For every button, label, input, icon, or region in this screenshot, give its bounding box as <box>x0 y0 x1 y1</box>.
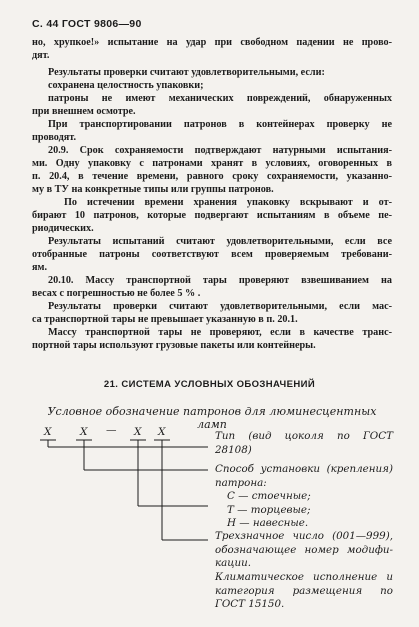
legend-climate-line: Климатическое исполнение и <box>215 571 393 583</box>
text-line: патроны не имеют механических повреждений, обнаруженных <box>48 93 392 104</box>
code-position-4: X <box>158 426 166 438</box>
code-dash: — <box>106 424 117 436</box>
legend-mount-option: С — стоечные; <box>227 490 311 502</box>
text-line: портной тары используют грузовые пакеты или контейнеры. <box>32 340 316 351</box>
legend-mount-option: Н — навесные. <box>227 517 309 529</box>
text-line: п. 20.4, в течение времени, равного сроку сохраняемости, указанно- <box>32 171 392 182</box>
code-position-1: X <box>44 426 52 438</box>
text-line: но, хрупкое!» испытание на удар при свободном падении не прово- <box>32 37 392 48</box>
legend-climate-line: ГОСТ 15150. <box>215 598 285 610</box>
text-line: при внешнем осмотре. <box>32 106 136 117</box>
text-line: Результаты проверки считают удовлетворительными, если: <box>48 67 325 78</box>
text-line: ям. <box>32 262 47 273</box>
legend-type <box>215 430 393 457</box>
text-line: Результаты проверки считают удовлетворительными, если мас- <box>48 301 392 312</box>
legend-mount-line: патрона: <box>215 476 267 489</box>
legend-mount-option: Т — торцевые; <box>227 503 311 516</box>
code-position-3: X <box>134 426 142 438</box>
text-line: дят. <box>32 50 50 61</box>
text-line: му в ТУ на конкретные типы или группы патронов. <box>32 184 274 195</box>
text-line: бирают 10 патронов, которые подвергают испытаниям в объеме пе- <box>32 210 392 221</box>
text-line: проводят. <box>32 132 77 143</box>
legend-number-line: кации. <box>215 557 252 569</box>
legend-number <box>215 530 393 571</box>
legend-climate <box>215 571 393 612</box>
section-title: 21. СИСТЕМА УСЛОВНЫХ ОБОЗНАЧЕНИЙ <box>103 379 316 390</box>
text-line: отобранные патроны соответствуют всем проверяемым требовани- <box>32 249 392 260</box>
text-line: сохранена целостность упаковки; <box>48 80 204 91</box>
text-line: Массу транспортной тары не проверяют, если в качестве транс- <box>48 327 392 338</box>
legend-number-line: Трехзначное число (001—999), <box>215 530 393 542</box>
text-line: са транспортной тары не превышает указанную в п. 20.1. <box>32 314 298 325</box>
text-line: весах с погрешностью не более 5 % . <box>32 288 201 299</box>
legend-number-line: обозначающее номер модифи- <box>215 543 393 556</box>
diagram-title: Условное обозначение патронов для люминесцентных ламп <box>47 405 377 431</box>
page-header: С. 44 ГОСТ 9806—90 <box>32 18 142 30</box>
text-line: По истечении времени хранения упаковку вскрывают и от- <box>64 197 392 208</box>
text-line: риодических. <box>32 223 94 234</box>
legend-mount-line: Способ установки (крепления) <box>215 463 393 475</box>
text-line: При транспортировании патронов в контейнерах проверку не <box>48 119 392 130</box>
text-line: Результаты испытаний считают удовлетворительными, если все <box>48 236 392 247</box>
legend-type-line: Тип (вид цоколя по ГОСТ <box>215 430 393 442</box>
text-line: ми. Одну упаковку с патронами хранят в условиях, оговоренных в <box>32 158 392 169</box>
legend-type-line: 28108) <box>215 443 252 456</box>
text-line: 20.9. Срок сохраняемости подтверждают натурными испытания- <box>48 145 392 156</box>
code-position-2: X <box>80 426 88 438</box>
legend-climate-line: категория размещения по <box>215 584 393 597</box>
legend-mount <box>215 463 393 531</box>
text-line: 20.10. Массу транспортной тары проверяют взвешиванием на <box>48 275 392 286</box>
